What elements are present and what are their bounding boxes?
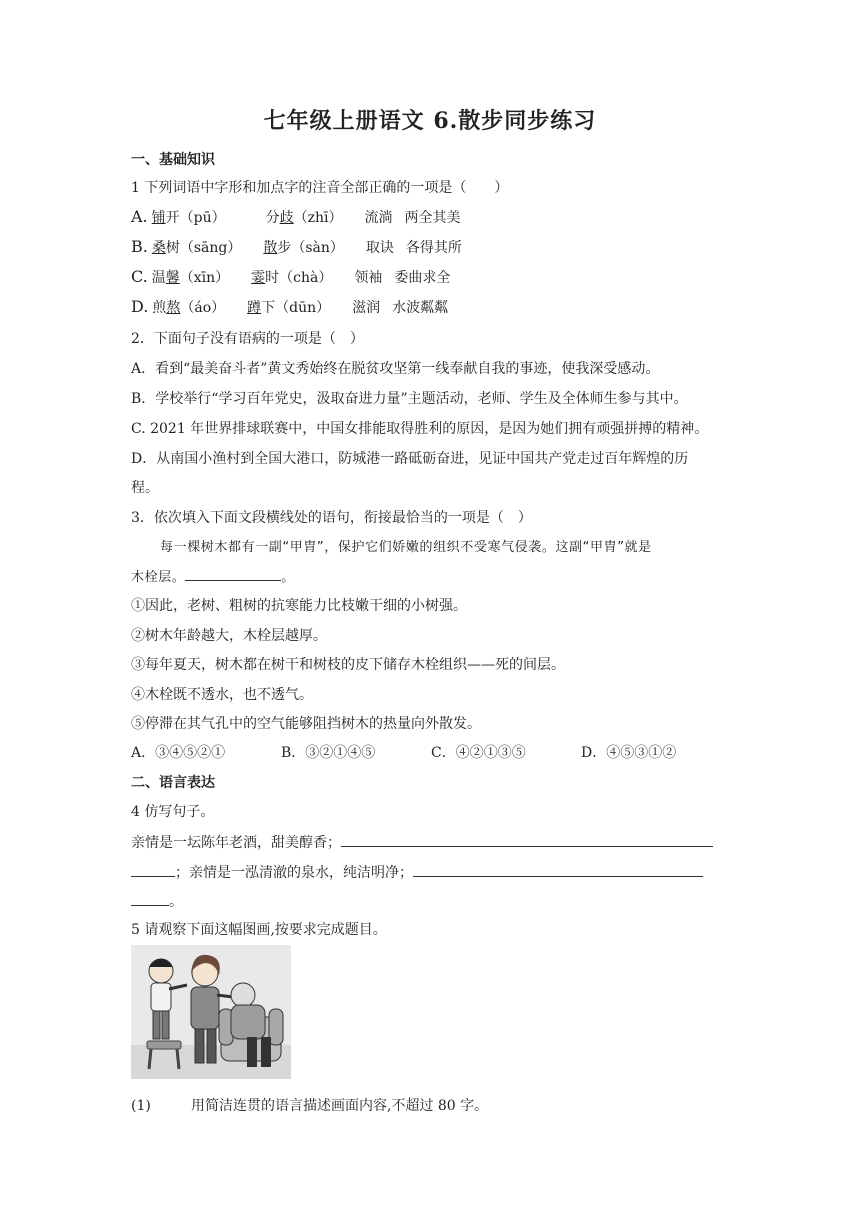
question-3-option-a: A．③④⑤②①	[131, 745, 226, 761]
question-3-sentence-3: ③每年夏天，树木都在树干和树枝的皮下储存木栓组织——死的间层。	[131, 657, 565, 673]
question-3-sentence-1: ①因此，老树、粗树的抗寒能力比枝嫩干细的小树强。	[131, 598, 467, 614]
answer-blank[interactable]	[341, 832, 713, 847]
question-3-options	[131, 743, 676, 763]
question-3-option-d: D．④⑤③①②	[581, 745, 677, 761]
question-1-stem: 1 下列词语中字形和加点字的注音全部正确的一项是（ ）	[131, 180, 509, 196]
question-4-line-1: 亲情是一坛陈年老酒，甜美醇香；	[131, 832, 713, 853]
question-1-option-b: B. 桑树（sāng） 散步（sàn） 取诀 各得其所	[131, 237, 462, 256]
question-2-option-d-continued: 程。	[131, 480, 159, 496]
question-2-option-d: D．从南国小渔村到全国大港口，防城港一路砥砺奋进，见证中国共产党走过百年辉煌的历	[131, 451, 689, 467]
question-3-sentence-5: ⑤停滞在其气孔中的空气能够阻挡树木的热量向外散发。	[131, 716, 481, 732]
question-4-line-3: 。	[131, 891, 183, 912]
section-heading-basics: 一、基础知识	[131, 152, 215, 168]
question-2-option-c: C. 2021 年世界排球联赛中，中国女排能取得胜利的原因，是因为她们拥有顽强拼搏的精神。	[131, 421, 709, 437]
question-3-option-c: C．④②①③⑤	[431, 745, 526, 761]
question-5-subquestion-1: (1) 用简洁连贯的语言描述画面内容,不超过 80 字。	[131, 1098, 489, 1114]
question-1-option-a: A. 铺开（pū） 分歧（zhī） 流淌 两全其美	[131, 207, 461, 226]
question-4-stem: 4 仿写句子。	[131, 804, 215, 820]
question-3-sentence-2: ②树木年龄越大，木栓层越厚。	[131, 628, 327, 644]
question-1-option-d: D. 煎熬（áo） 蹲下（dūn） 滋润 水波粼粼	[131, 297, 449, 316]
answer-blank[interactable]	[131, 891, 169, 906]
question-1-option-c: C. 温馨（xīn） 霎时（chà） 领袖 委曲求全	[131, 267, 451, 286]
question-2-option-a: A．看到“最美奋斗者”黄文秀始终在脱贫攻坚第一线奉献自我的事迹，使我深受感动。	[131, 361, 660, 377]
question-4-line-2: ；亲情是一泓清澈的泉水，纯洁明净；	[131, 862, 703, 883]
answer-blank[interactable]	[131, 862, 175, 877]
question-3-option-b: B．③②①④⑤	[281, 745, 376, 761]
question-2-stem: 2．下面句子没有语病的一项是（ ）	[131, 331, 364, 347]
answer-blank[interactable]	[185, 566, 281, 581]
page-title: 七年级上册语文 6.散步同步练习	[263, 108, 597, 134]
question-2-option-b: B．学校举行“学习百年党史，汲取奋进力量”主题活动，老师、学生及全体师生参与其中。	[131, 391, 688, 407]
question-3-stem: 3．依次填入下面文段横线处的语句，衔接最恰当的一项是（ ）	[131, 510, 532, 526]
question-3-sentence-4: ④木栓既不透水，也不透气。	[131, 687, 313, 703]
section-heading-language: 二、语言表达	[131, 775, 215, 791]
question-5-stem: 5 请观察下面这幅图画,按要求完成题目。	[131, 922, 387, 938]
question-3-passage-line-2: 木栓层。 。	[131, 566, 295, 588]
family-illustration	[131, 945, 291, 1079]
answer-blank[interactable]	[413, 862, 703, 877]
question-3-passage-line-1: 每一棵树木都有一副“甲胄”，保护它们娇嫩的组织不受寒气侵袭。这副“甲胄”就是	[160, 540, 652, 555]
